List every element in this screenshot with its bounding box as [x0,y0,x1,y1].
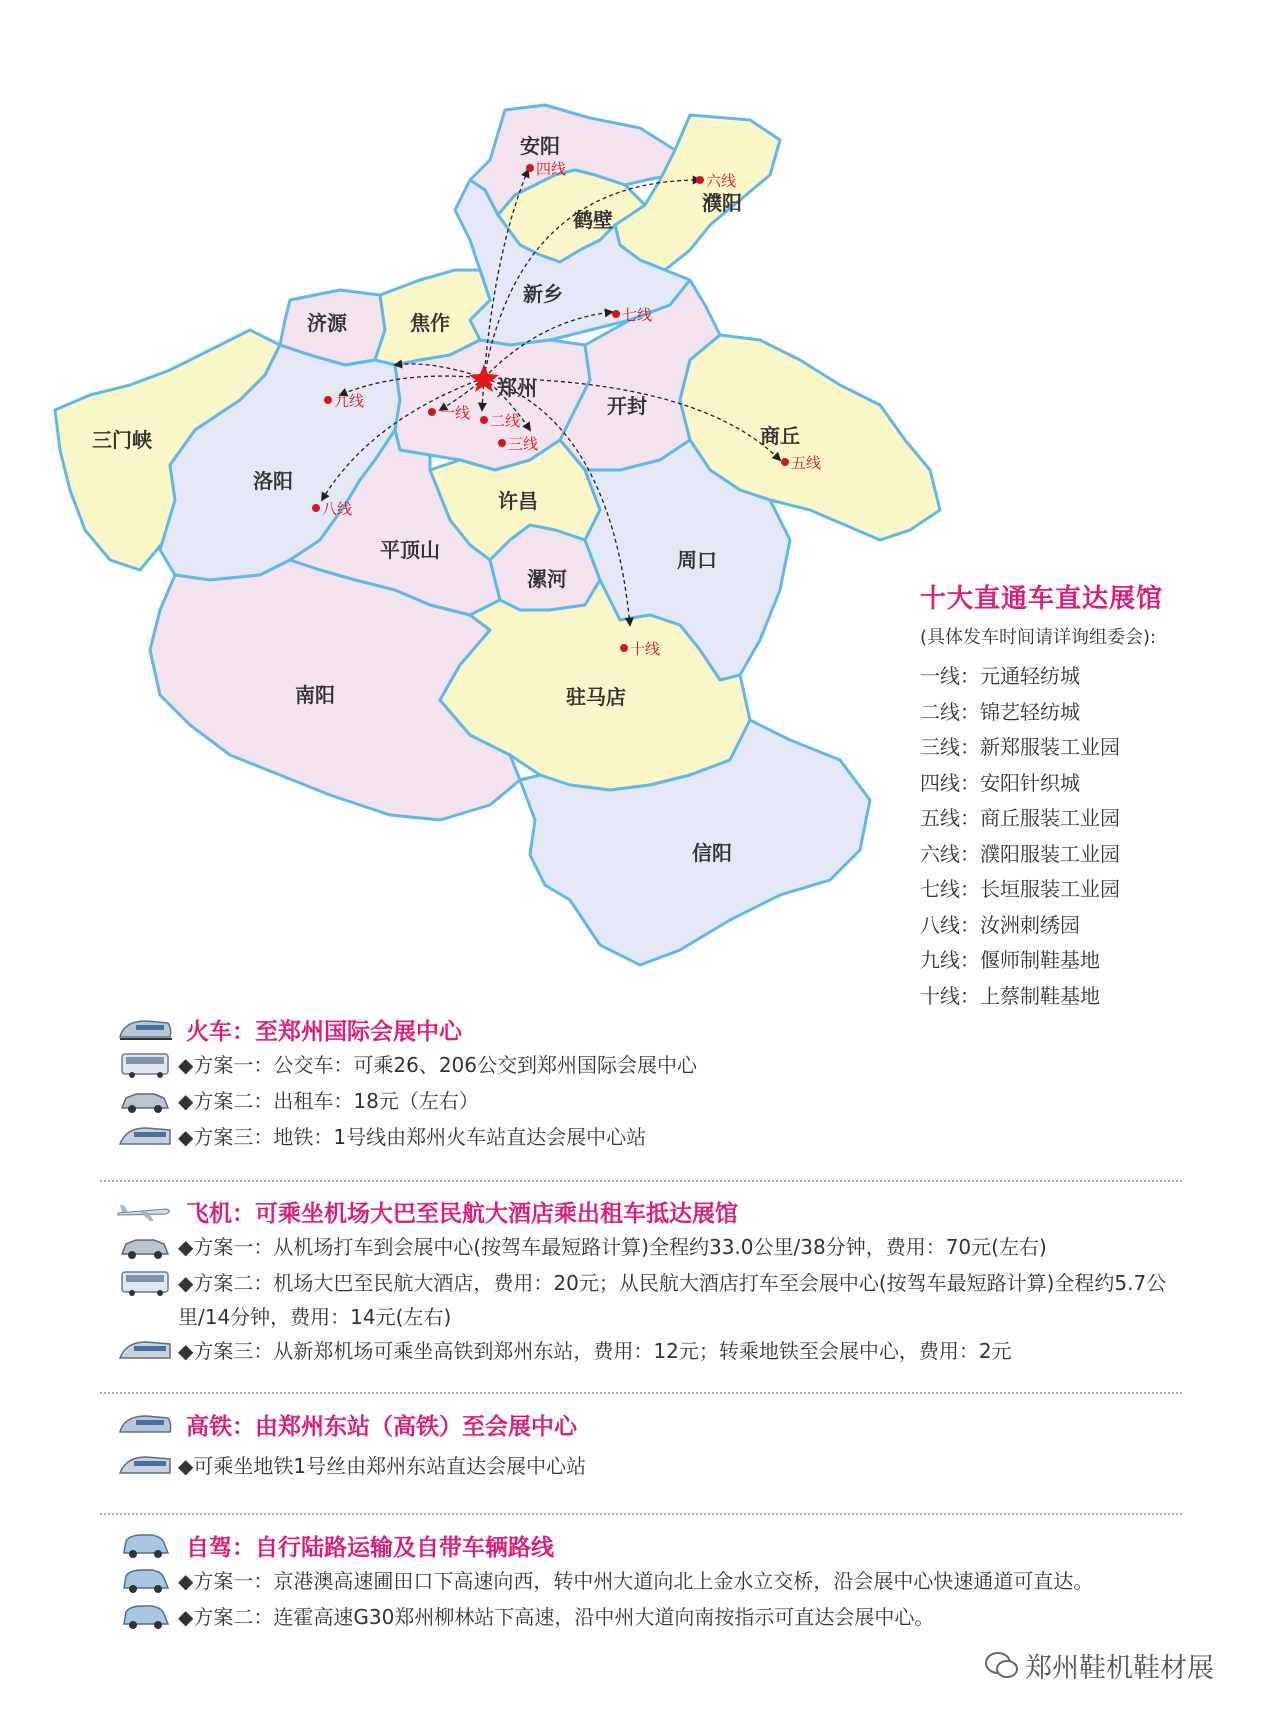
list-item [116,1230,1196,1266]
city-label-xinxiang: 新乡 [523,282,563,306]
city-label-jiyuan: 济源 [307,311,347,335]
legend-subtitle: (具体发车时间请详询组委会): [920,627,1157,648]
divider [100,1513,1182,1515]
divider [100,1392,1182,1394]
plan-text: ◆方案一：京港澳高速圃田口下高速向西，转中州大道向北上金水立交桥，沿会展中心快速通道可直达。 [178,1569,1094,1593]
list-item [116,1120,1196,1156]
line-label-6: 六线 [706,172,737,190]
line-label-2: 二线 [490,412,521,430]
car-icon [116,1600,174,1632]
plan-text: ◆方案二：机场大巴至民航大酒店，费用：20元；从民航大酒店打车至会展中心(按驾车最短路计算)全程约5.7公里/14分钟，费用：14元(左右) [178,1271,1167,1329]
legend-item: 九线：偃师制鞋基地 [920,948,1100,972]
bus-icon [116,1048,174,1080]
legend-item: 六线：濮阳服装工业园 [920,841,1120,866]
city-label-sanmenxia: 三门峡 [92,428,152,452]
divider [100,1180,1182,1182]
city-label-jiaozuo: 焦作 [410,311,450,335]
bus-icon [116,1266,174,1298]
list-item [116,1564,1196,1600]
legend-item: 三线：新郑服装工业园 [920,735,1120,759]
line-label-5: 五线 [791,454,822,472]
line-label-10: 十线 [630,640,661,658]
car-icon [116,1564,174,1596]
line-label-1: 一线 [440,404,471,422]
plan-text: ◆方案三：从新郑机场可乘坐高铁到郑州东站，费用：12元；转乘地铁至会展中心，费用：2元 [178,1339,1012,1363]
legend-item: 八线：汝洲刺绣园 [920,912,1080,937]
city-label-xuchang: 许昌 [498,489,538,513]
section-title-plane: 飞机：可乘坐机场大巴至民航大酒店乘出租车抵达展馆 [186,1200,738,1227]
section-high-speed-rail [116,1405,1196,1485]
legend-item: 七线：长垣服装工业园 [920,877,1120,901]
line-label-9: 九线 [334,392,365,410]
city-label-zhengzhou: 郑州 [497,376,537,400]
plan-text: ◆方案一：公交车：可乘26、206公交到郑州国际会展中心 [178,1053,698,1077]
section-train [116,1010,1196,1156]
city-label-zhumadian: 驻马店 [566,685,626,709]
city-label-xinyang: 信阳 [692,841,732,865]
legend-title: 十大直通车直达展馆 [920,584,1164,614]
city-label-anyang: 安阳 [520,134,560,158]
watermark-text: 郑州鞋机鞋材展 [1025,1653,1214,1684]
subway-icon [116,1449,174,1481]
city-label-zhoukou: 周口 [677,548,717,572]
city-label-shangqiu: 商丘 [760,424,800,448]
plan-text: ◆方案三：地铁：1号线由郑州火车站直达会展中心站 [178,1125,647,1149]
legend-item: 二线：锦艺轻纺城 [920,699,1080,724]
city-label-puyang: 濮阳 [702,191,742,215]
section-self-drive [116,1526,1196,1636]
shuttle-legend [920,578,1270,1014]
city-label-luoyang: 洛阳 [253,469,293,493]
list-item [116,1048,1196,1084]
list-item [116,1084,1196,1120]
subway-icon [116,1334,174,1366]
plan-text: ◆方案二：出租车：18元（左右） [178,1089,479,1113]
taxi-icon [116,1230,174,1262]
taxi-icon [116,1084,174,1116]
city-label-luohe: 漯河 [527,567,567,591]
line-label-3: 三线 [508,435,539,453]
legend-item: 十线：上蔡制鞋基地 [920,983,1100,1008]
subway-icon [116,1120,174,1152]
city-label-nanyang: 南阳 [295,683,335,707]
legend-item: 一线：元通轻纺城 [920,664,1080,688]
plane-icon [116,1195,174,1227]
plan-text: ◆可乘坐地铁1号丝由郑州东站直达会展中心站 [178,1454,587,1478]
list-item [116,1449,1196,1485]
legend-item: 五线：商丘服装工业园 [920,806,1120,830]
watermark [985,1646,1214,1685]
city-label-hebi: 鹤壁 [573,208,613,232]
legend-item: 四线：安阳针织城 [920,770,1080,795]
section-plane [116,1192,1196,1370]
list-item [116,1266,1196,1334]
city-label-pingdingshan: 平顶山 [380,538,440,562]
list-item [116,1600,1196,1636]
wechat-icon [985,1651,1019,1681]
train-icon [116,1013,174,1045]
city-label-kaifeng: 开封 [607,394,647,418]
plan-text: ◆方案一：从机场打车到会展中心(按驾车最短路计算)全程约33.0公里/38分钟，费用：70元(左右) [178,1235,1047,1259]
section-title-self-drive: 自驾：自行陆路运输及自带车辆路线 [186,1534,554,1561]
line-label-4: 四线 [536,160,567,178]
line-label-7: 七线 [622,306,653,324]
list-item [116,1334,1196,1370]
line-label-8: 八线 [322,500,353,518]
section-title-train: 火车：至郑州国际会展中心 [186,1018,462,1045]
legend-list [920,659,1270,1014]
section-title-high-speed-rail: 高铁：由郑州东站（高铁）至会展中心 [186,1413,577,1440]
car-icon [116,1529,174,1561]
plan-text: ◆方案二：连霍高速G30郑州柳林站下高速，沿中州大道向南按指示可直达会展中心。 [178,1605,935,1629]
high-speed-train-icon [116,1408,174,1440]
